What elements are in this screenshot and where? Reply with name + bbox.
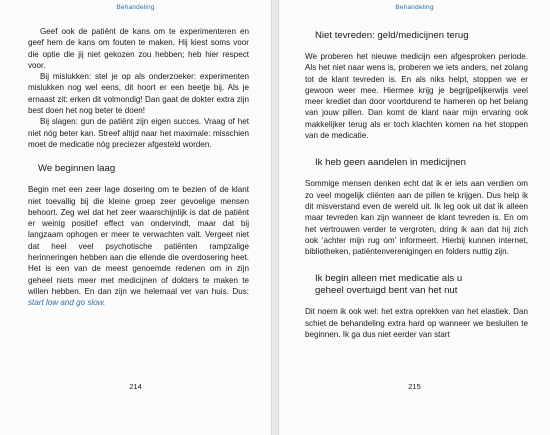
paragraph [28,184,249,308]
right-page-content [305,26,528,340]
section-heading-line: geheel overtuigd bent van het nut [315,285,458,297]
section-heading: We beginnen laag [38,163,116,175]
left-page [0,0,272,435]
paragraph: We proberen het nieuwe medicijn een afgesproken periode. Als het niet naar wens is, proberen we iets anders, net zolang tot de klant tevreden is. En als niks helpt, stoppen we er gewoon weer mee. Hiermee krijg je begrijpelijkerwijs veel meer krediet dan door voortdurend te hameren op het belang van jouw pillen. Dan komt de klant naar mijn ervaring ook makkelijker terug als er toch klachten komen na het stoppen van de medicatie. [305,52,528,141]
section-heading: Ik heb geen aandelen in medicijnen [315,157,466,169]
page-number-right: 215 [408,382,421,391]
running-head-right: Behandeling [395,4,434,11]
page-number-left: 214 [129,382,142,391]
paragraph: Sommige mensen denken echt dat ik er iets aan verdien om zo veel mogelijk cliënten aan de pillen te krijgen. Dus help ik dit misverstand even de wereld uit. Ik leg ook uit dat ik alleen maar tevreden kan zijn wanneer de klant tevreden is. En om het vertrouwen verder te vergroten, dring ik aan dat hij zich ook ‘achter mijn rug om’ informeert. Hierbij kunnen internet, bibliotheken, patiëntenverenigingen en folders nuttig zijn. [305,179,528,257]
paragraph: Dit noem ik ook wel: het extra oprekken van het elastiek. Dan schiet de behandeling extra hard op wanneer we besluiten te beginnen. Ik ga dus niet eerder van start [305,307,528,340]
section-heading [315,273,528,297]
paragraph: Bij mislukken: stel je op als onderzoeker: experimenten mislukken nog wel eens, dit hoort er een beetje bij. Als je ernaast zit: erken dit volmondig! Dan gaat de dokter extra zijn best doen het nog beter te doen! [28,72,249,116]
section-heading-line: Ik begin alleen met medicatie als u [315,273,463,285]
paragraph: Geef ook de patiënt de kans om te experimenteren en geef hem de kans om fouten te maken. Hij kiest soms voor die optie die jij niet gekozen zou hebben; heb hier respect voor. [28,27,249,70]
emphasis-text: start low and go slow. [28,298,106,308]
paragraph: Bij slagen: gun de patiënt zijn eigen succes. Vraag of het niet nóg beter kan. Streef altijd naar het maximale: misschien moet de medicatie nóg preciezer afgesteld worden. [28,117,249,149]
running-head-left: Behandeling [116,4,155,11]
right-page [278,0,550,435]
section-heading: Niet tevreden: geld/medicijnen terug [315,30,469,41]
left-page-content [28,26,249,309]
paragraph-text: Begin met een zeer lage dosering om te bezien of de klant niet toevallig bij die kleine groep zeer gevoelige mensen behoort. Zeg wel dat het zeer waarschijnlijk is dat de patiënt er weinig positief effect van ondervindt, maar dat bij langzaam ophogen er meer te verwachten valt. Vergeet niet dat heel veel psychotische patiënten rampzalige herinneringen hebben aan die ellende die overdosering heet. Het is een van de meest genoemde redenen om in zijn geheel niets meer met medicijnen of dokters te maken te willen hebben. En dan zijn we helemaal ver van huis. Dus: [28,185,249,296]
